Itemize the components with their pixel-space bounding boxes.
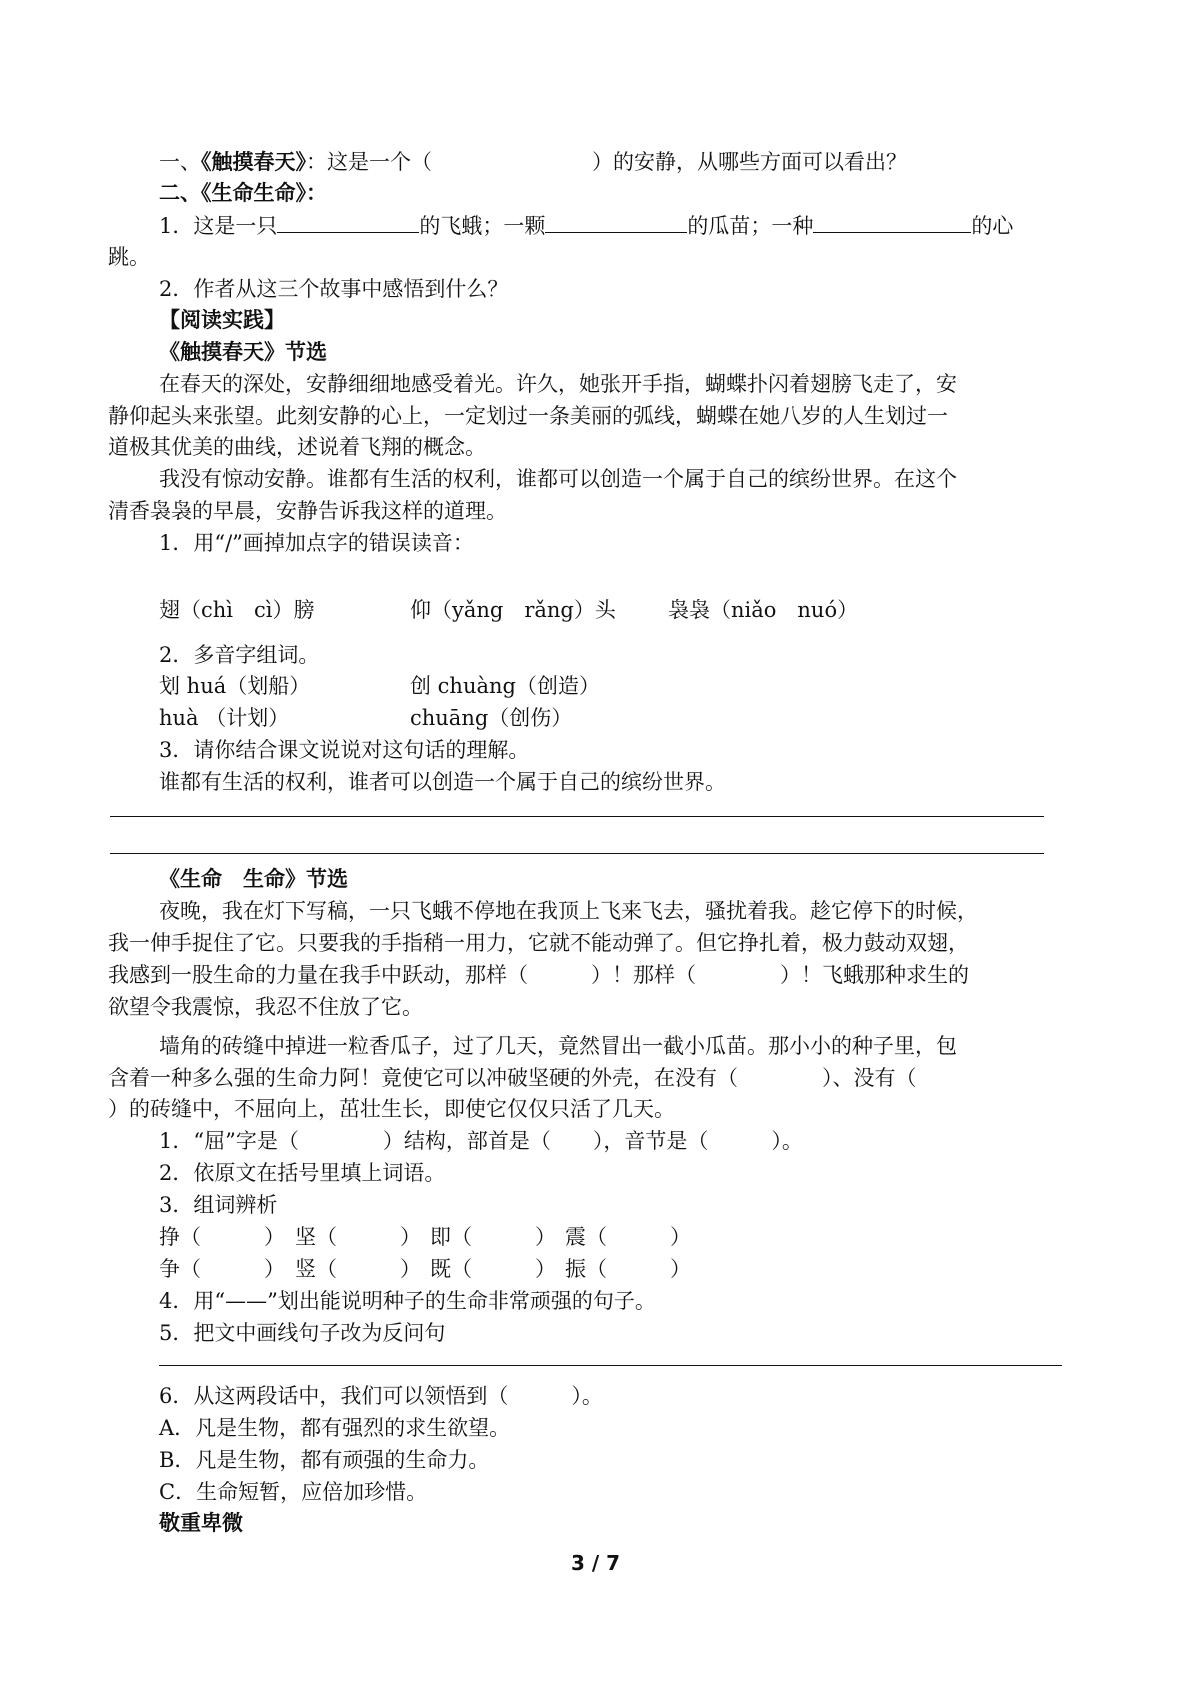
- section2-title: 《生命生命》: [201, 181, 306, 205]
- passage2-line: 墙角的砖缝中掉进一粒香瓜子，过了几天，竟然冒出一截小瓜苗。那小小的种子里，包: [159, 1034, 957, 1058]
- practice-heading: 【阅读实践】: [159, 308, 285, 332]
- word-pair[interactable]: 坚（ ）: [295, 1225, 421, 1249]
- q1-text-a: 1．这是一只: [159, 214, 278, 238]
- practice-q3-sentence: 谁都有生活的权利，谁者可以创造一个属于自己的缤纷世界。: [159, 770, 726, 794]
- option-c[interactable]: C．生命短暂，应倍加珍惜。: [159, 1480, 428, 1504]
- section2-colon: ：: [306, 181, 327, 205]
- section2-number: 二、: [159, 181, 201, 205]
- passage2-line: 我一伸手捉住了它。只要我的手指稍一用力，它就不能动弹了。但它挣扎着，极力鼓动双翅，: [108, 931, 969, 955]
- word-pair[interactable]: 竖（ ）: [295, 1257, 421, 1281]
- passage2-q1: 1．“屈”字是（ ）结构，部首是（ ），音节是（ ）。: [159, 1129, 803, 1153]
- word-pair[interactable]: 挣（ ）: [159, 1225, 285, 1249]
- section2-heading: [159, 178, 327, 208]
- fill-blank-2[interactable]: [545, 210, 687, 233]
- q1-text-b: 的飞蛾；一颗: [419, 214, 546, 238]
- option-a[interactable]: A．凡是生物，都有强烈的求生欲望。: [159, 1416, 511, 1440]
- passage1-line: 清香袅袅的早晨，安静告诉我这样的道理。: [108, 499, 507, 523]
- page-number: 3 / 7: [570, 1551, 621, 1575]
- practice-q3: 3．请你结合课文说说对这句话的理解。: [159, 738, 530, 762]
- section2-q1-cont: 跳。: [108, 245, 150, 269]
- word-pair[interactable]: 即（ ）: [430, 1225, 556, 1249]
- passage1-title: 《触摸春天》节选: [159, 340, 327, 364]
- passage1-line: 道极其优美的曲线，述说着飞翔的概念。: [108, 435, 486, 459]
- practice-q1: 1．用“/”画掉加点字的错误读音：: [159, 531, 474, 555]
- passage2-line: 含着一种多么强的生命力阿！竟使它可以冲破坚硬的外壳，在没有（ ）、没有（: [108, 1066, 917, 1090]
- section1-line: [159, 147, 907, 177]
- pinyin-item[interactable]: 翅（chì cì）膀: [159, 598, 315, 622]
- q1-text-d: 的心: [971, 214, 1014, 238]
- fill-blank-3[interactable]: [813, 210, 971, 233]
- section1-number: 一、: [159, 150, 201, 174]
- passage2-q5: 5．把文中画线句子改为反问句: [159, 1321, 446, 1345]
- word-pair[interactable]: 震（ ）: [565, 1225, 691, 1249]
- pinyin-item[interactable]: 袅袅（niǎo nuó）: [668, 598, 859, 622]
- q1-text-c: 的瓜苗；一种: [687, 214, 814, 238]
- pinyin-item[interactable]: 仰（yǎng rǎng）头: [410, 598, 616, 622]
- passage2-title: 《生命 生命》节选: [159, 867, 348, 891]
- polyphone-item: 划 huá（划船）: [159, 674, 311, 698]
- passage1-line: 我没有惊动安静。谁都有生活的权利，谁都可以创造一个属于自己的缤纷世界。在这个: [159, 467, 957, 491]
- next-section-title: 敬重卑微: [159, 1511, 243, 1535]
- word-pair[interactable]: 既（ ）: [430, 1257, 556, 1281]
- section1-title: 《触摸春天》: [201, 150, 306, 174]
- option-b[interactable]: B．凡是生物，都有顽强的生命力。: [159, 1448, 490, 1472]
- passage2-q3: 3．组词辨析: [159, 1193, 278, 1217]
- polyphone-item: chuāng（创伤）: [410, 706, 573, 730]
- passage2-line: ）的砖缝中，不屈向上，茁壮生长，即使它仅仅只活了几天。: [108, 1097, 675, 1121]
- answer-line[interactable]: [159, 1365, 1062, 1366]
- passage2-q4: 4．用“——”划出能说明种子的生命非常顽强的句子。: [159, 1289, 656, 1313]
- answer-line[interactable]: [110, 816, 1044, 817]
- polyphone-item: huà （计划）: [159, 706, 290, 730]
- passage1-line: 在春天的深处，安静细细地感受着光。许久，她张开手指，蝴蝶扑闪着翅膀飞走了，安: [159, 372, 957, 396]
- passage2-line: 我感到一股生命的力量在我手中跃动，那样（ ）！那样（ ）！飞蛾那种求生的: [108, 963, 969, 987]
- word-pair[interactable]: 振（ ）: [565, 1257, 691, 1281]
- passage2-q2: 2．依原文在括号里填上词语。: [159, 1161, 446, 1185]
- section2-q2: 2．作者从这三个故事中感悟到什么？: [159, 277, 509, 301]
- passage2-line: 夜晚，我在灯下写稿，一只飞蛾不停地在我顶上飞来飞去，骚扰着我。趁它停下的时候，: [159, 899, 978, 923]
- fill-blank-1[interactable]: [277, 210, 419, 233]
- section1-text-a: ：这是一个（: [306, 150, 432, 174]
- answer-line[interactable]: [110, 853, 1044, 854]
- passage1-line: 静仰起头来张望。此刻安静的心上，一定划过一条美丽的弧线，蝴蝶在她八岁的人生划过一: [108, 404, 948, 428]
- section1-text-b: ）的安静，从哪些方面可以看出？: [592, 150, 907, 174]
- polyphone-item: 创 chuàng（创造）: [410, 674, 600, 698]
- passage2-q6: 6．从这两段话中，我们可以领悟到（ ）。: [159, 1384, 603, 1408]
- word-pair[interactable]: 争（ ）: [159, 1257, 285, 1281]
- passage2-line: 欲望令我震惊，我忍不住放了它。: [108, 995, 423, 1019]
- section2-q1: [159, 210, 1013, 241]
- practice-q2: 2．多音字组词。: [159, 643, 320, 667]
